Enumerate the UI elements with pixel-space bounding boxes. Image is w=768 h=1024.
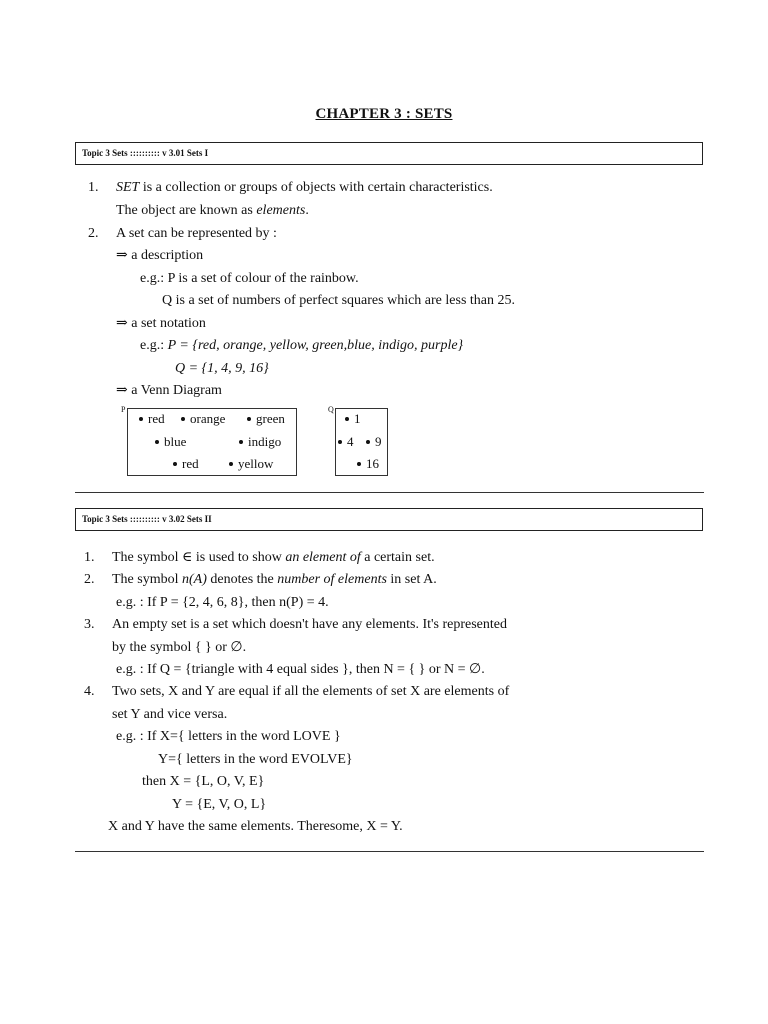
- s1-item1-elements-term: elements: [256, 203, 306, 218]
- s2-item4-conclusion: X and Y have the same elements. Theresome, X = Y.: [108, 819, 403, 834]
- s1-item1-elements-post: .: [305, 203, 309, 218]
- s1-item1-number: 1.: [88, 180, 99, 195]
- topic-header-sets-2: Topic 3 Sets :::::::::: v 3.02 Sets II: [75, 508, 703, 531]
- s2-item3-line2: by the symbol { } or ∅.: [112, 640, 247, 655]
- s2-item4-example4: Y = {E, V, O, L}: [172, 797, 267, 812]
- s2-item4-number: 4.: [84, 684, 95, 699]
- s2-item1-line: [84, 549, 435, 567]
- s1-item2-text: A set can be represented by :: [116, 226, 277, 241]
- s2-item2-post: in set A.: [386, 572, 437, 587]
- s1-venn-heading: ⇒ a Venn Diagram: [116, 383, 222, 398]
- s2-item3-example: e.g. : If Q = {triangle with 4 equal sides }, then N = { } or N = ∅.: [116, 662, 485, 677]
- s2-item1-pre: The symbol ∈ is used to show: [112, 550, 286, 565]
- venn-p-item: blue: [155, 434, 186, 450]
- s2-item2-example: e.g. : If P = {2, 4, 6, 8}, then n(P) = 4.: [116, 595, 329, 610]
- venn-p-item: green: [247, 411, 285, 427]
- s1-notation-set-q: [175, 360, 269, 378]
- venn-p-item: yellow: [229, 456, 273, 472]
- venn-p-item: orange: [181, 411, 225, 427]
- s2-item4-example3: then X = {L, O, V, E}: [142, 774, 265, 789]
- section-divider: [75, 851, 704, 852]
- s2-item2-line: [84, 571, 437, 589]
- topic-header-sets-1: Topic 3 Sets :::::::::: v 3.01 Sets I: [75, 142, 703, 165]
- s2-item1-number: 1.: [84, 550, 95, 565]
- s2-item3-text: An empty set is a set which doesn't have any elements. It's represented: [112, 617, 507, 632]
- s2-item2-number: 2.: [84, 572, 95, 587]
- s1-notation-example1: [140, 337, 463, 355]
- s2-item2-pre: The symbol: [112, 572, 182, 587]
- s2-item4-text: Two sets, X and Y are equal if all the elements of set X are elements of: [112, 684, 510, 699]
- s1-description-example2: Q is a set of numbers of perfect squares which are less than 25.: [162, 293, 516, 308]
- s2-item4-line1: [84, 683, 509, 701]
- page-title: CHAPTER 3 : SETS: [315, 106, 453, 122]
- s1-item1-line1: [88, 179, 493, 197]
- s2-item2-notation: n(A): [182, 572, 207, 587]
- venn-q-item: 4: [338, 434, 354, 450]
- s1-notation-eg-label: e.g.:: [140, 338, 168, 353]
- s2-item4-example1: e.g. : If X={ letters in the word LOVE }: [116, 729, 341, 744]
- s1-notation-set-q-text: Q = {1, 4, 9, 16}: [175, 361, 269, 376]
- s1-item2-number: 2.: [88, 226, 99, 241]
- s1-item1-term: SET: [116, 180, 140, 195]
- s2-item2-term: number of elements: [277, 572, 387, 587]
- s2-item3-number: 3.: [84, 617, 95, 632]
- venn-p-item: indigo: [239, 434, 281, 450]
- venn-p-label: P: [121, 405, 126, 414]
- venn-q-label: Q: [328, 405, 334, 414]
- venn-q-item: 9: [366, 434, 382, 450]
- s1-item1-line2: [116, 202, 309, 220]
- venn-q-item: 1: [345, 411, 361, 427]
- venn-p-item: red: [139, 411, 165, 427]
- s2-item3-line1: [84, 616, 507, 634]
- s2-item1-post: a certain set.: [360, 550, 435, 565]
- venn-p-item: red: [173, 456, 199, 472]
- s1-item1-elements-pre: The object are known as: [116, 203, 257, 218]
- s1-description-example1: e.g.: P is a set of colour of the rainbow.: [140, 271, 359, 286]
- section-divider: [75, 492, 704, 493]
- s1-notation-heading: ⇒ a set notation: [116, 316, 206, 331]
- s1-description-heading: ⇒ a description: [116, 248, 204, 263]
- s2-item4-example2: Y={ letters in the word EVOLVE}: [158, 752, 353, 767]
- s1-notation-set-p: P = {red, orange, yellow, green,blue, indigo, purple}: [167, 338, 464, 353]
- s1-item1-definition: is a collection or groups of objects with certain characteristics.: [139, 180, 493, 195]
- s1-item2-line: [88, 225, 277, 243]
- s2-item2-mid: denotes the: [206, 572, 278, 587]
- s2-item4-line2: set Y and vice versa.: [112, 707, 228, 722]
- venn-q-item: 16: [357, 456, 379, 472]
- s2-item1-term: an element of: [285, 550, 361, 565]
